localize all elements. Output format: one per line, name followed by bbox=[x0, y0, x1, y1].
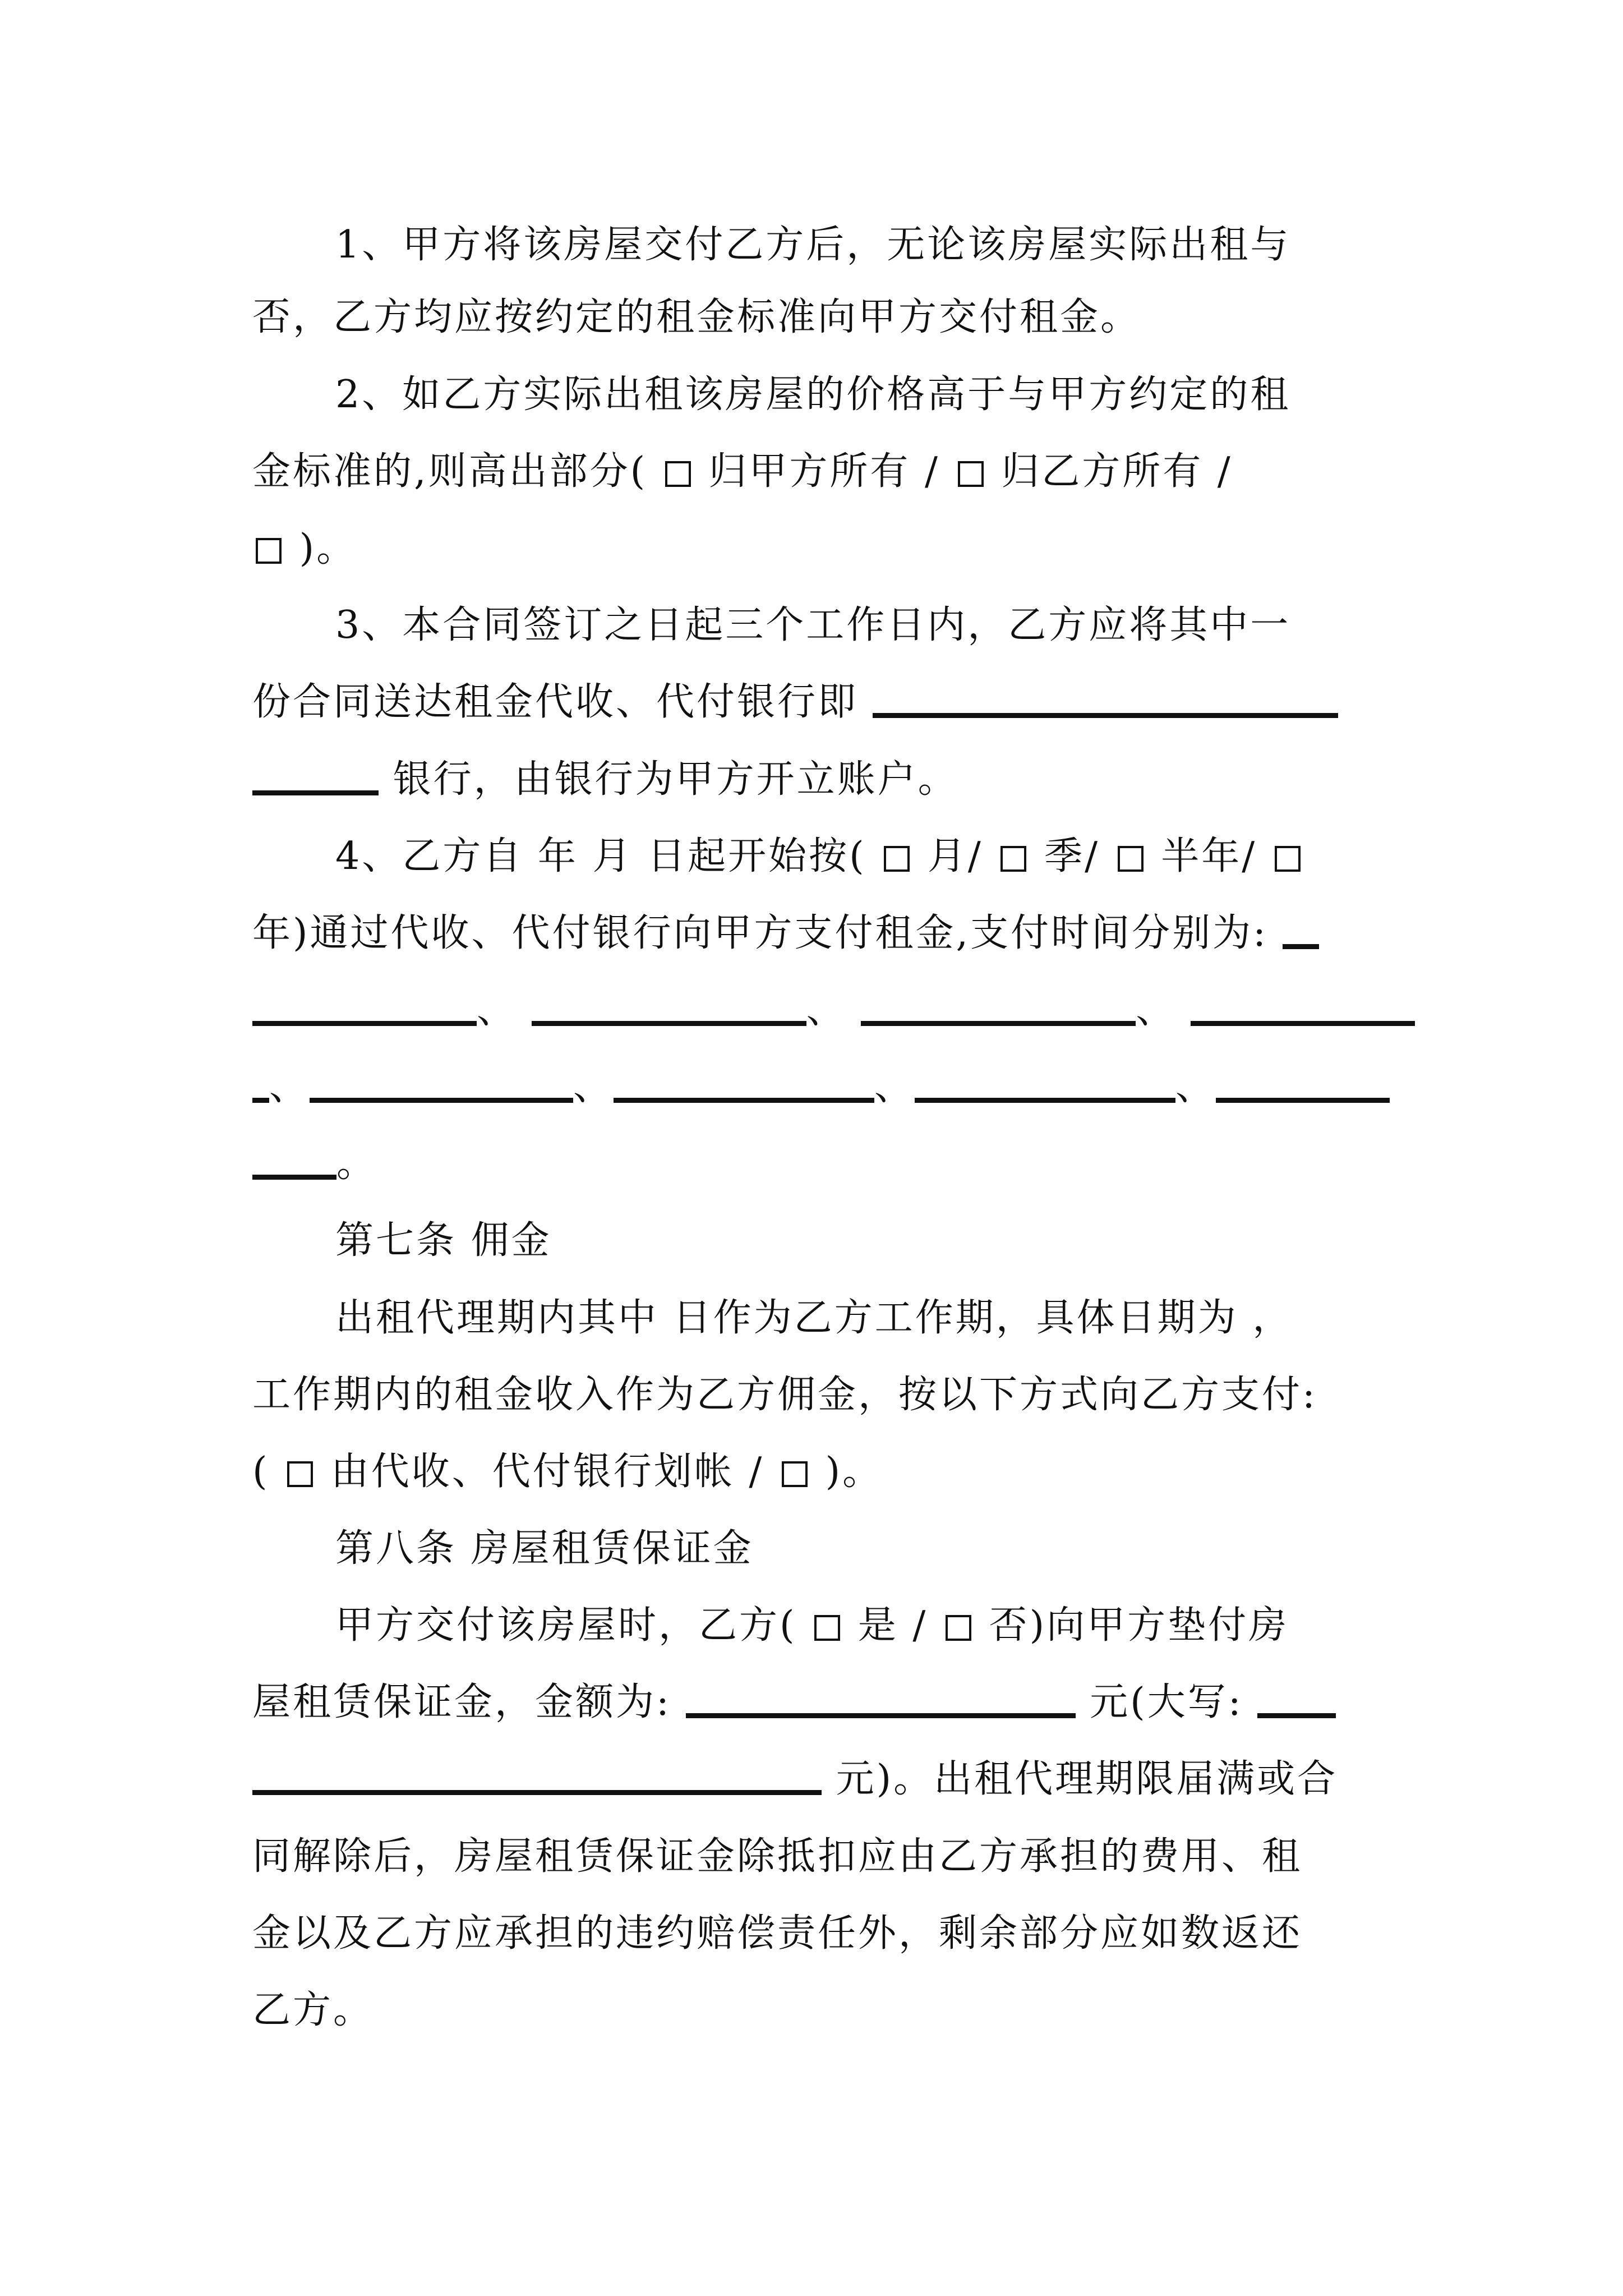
separator: 、 bbox=[1136, 988, 1177, 1032]
clause-3-line-3 bbox=[252, 740, 958, 819]
payment-date-blank-4-cont[interactable] bbox=[252, 1098, 269, 1103]
clause-4-line-1 bbox=[335, 817, 1304, 896]
separator: 、 bbox=[477, 988, 518, 1032]
clause-3-end: 银行，由银行为甲方开立账户。 bbox=[393, 757, 958, 802]
option-deposit-yes: 是 / bbox=[857, 1603, 928, 1648]
checkbox-half-yearly[interactable] bbox=[1118, 846, 1144, 872]
separator: 、 bbox=[573, 1065, 614, 1109]
clause-4-line-2 bbox=[252, 894, 1319, 973]
article-8-line-5: 金以及乙方应承担的违约赔偿责任外，剩余部分应如数返还 bbox=[252, 1911, 1303, 1955]
clause-2-line-2 bbox=[252, 432, 1233, 511]
checkbox-quarterly[interactable] bbox=[1000, 846, 1026, 872]
article-7-line-2: 工作期内的租金收入作为乙方佣金，按以下方式向乙方支付: bbox=[252, 1373, 1317, 1417]
checkbox-bank-transfer[interactable] bbox=[287, 1461, 313, 1487]
option-half-yearly: 半年/ bbox=[1161, 834, 1257, 878]
checkbox-commission-other[interactable] bbox=[782, 1461, 808, 1487]
option-monthly: 月/ bbox=[927, 834, 983, 878]
clause-4-end: 。 bbox=[336, 1142, 377, 1186]
article-8-line-4: 同解除后，房屋租赁保证金除抵扣应由乙方承担的费用、租 bbox=[252, 1834, 1303, 1879]
payment-date-blank-5[interactable] bbox=[310, 1098, 573, 1103]
clause-4-line-4 bbox=[252, 1048, 1390, 1126]
payment-date-blank-3[interactable] bbox=[861, 1021, 1136, 1026]
article-7-line-1: 出租代理期内其中 日作为乙方工作期，具体日期为 ， bbox=[335, 1296, 1293, 1340]
checkbox-deposit-no[interactable] bbox=[946, 1615, 971, 1641]
checkbox-monthly[interactable] bbox=[884, 846, 910, 872]
article-8-heading: 第八条 房屋租赁保证金 bbox=[335, 1526, 754, 1571]
article-8-line-6: 乙方。 bbox=[252, 1988, 374, 2032]
payment-date-blank-2[interactable] bbox=[532, 1021, 806, 1026]
option-bank-transfer: 由代收、代付银行划帐 / bbox=[330, 1450, 764, 1494]
clause-4-text: 4、乙方自 年 月 日起开始按( bbox=[335, 834, 866, 878]
bank-name-blank[interactable] bbox=[873, 713, 1338, 718]
payment-date-blank-8-cont[interactable] bbox=[252, 1175, 336, 1180]
payment-date-blank-1-cont[interactable] bbox=[252, 1021, 477, 1026]
clause-1-line-2: 否，乙方均应按约定的租金标准向甲方交付租金。 bbox=[252, 295, 1141, 339]
payment-date-blank-8[interactable] bbox=[1216, 1098, 1390, 1103]
clause-1-line-1: 1、甲方将该房屋交付乙方后，无论该房屋实际出租与 bbox=[335, 223, 1291, 267]
clause-4-line-5 bbox=[252, 1125, 377, 1203]
option-agent-owns: 归乙方所有 / bbox=[1001, 449, 1233, 494]
payment-date-blank-4[interactable] bbox=[1191, 1021, 1415, 1026]
deposit-uppercase-blank-cont[interactable] bbox=[252, 1790, 822, 1795]
clause-3-text: 份合同送达租金代收、代付银行即 bbox=[252, 680, 859, 724]
article-7-end: )。 bbox=[825, 1450, 883, 1494]
clause-3-line-1: 3、本合同签订之日起三个工作日内，乙方应将其中一 bbox=[335, 603, 1291, 647]
deposit-uppercase-label: 元(大写: bbox=[1090, 1680, 1243, 1724]
clause-2-line-3 bbox=[252, 509, 357, 588]
separator: 、 bbox=[1175, 1065, 1216, 1109]
clause-2-line-1: 2、如乙方实际出租该房屋的价格高于与甲方约定的租 bbox=[335, 372, 1291, 417]
deposit-uppercase-blank[interactable] bbox=[1257, 1713, 1336, 1718]
article-8-continue: 元)。出租代理期限届满或合 bbox=[836, 1757, 1338, 1801]
option-deposit-no: 否)向甲方垫付房 bbox=[989, 1603, 1289, 1648]
clause-2-end: )。 bbox=[299, 526, 357, 570]
checkbox-yearly[interactable] bbox=[1275, 846, 1301, 872]
deposit-amount-label: 屋租赁保证金，金额为: bbox=[252, 1680, 671, 1724]
separator: 、 bbox=[269, 1065, 310, 1109]
payment-date-blank-7[interactable] bbox=[915, 1098, 1175, 1103]
option-landlord-owns: 归甲方所有 / bbox=[708, 449, 940, 494]
clause-4-payment-text: 年)通过代收、代付银行向甲方支付租金,支付时间分别为: bbox=[252, 911, 1269, 955]
payment-date-blank-6[interactable] bbox=[614, 1098, 874, 1103]
article-7-line-3 bbox=[252, 1433, 883, 1511]
checkbox-agent-owns[interactable] bbox=[958, 461, 984, 487]
deposit-amount-blank[interactable] bbox=[686, 1713, 1076, 1718]
clause-2-text: 金标准的,则高出部分( bbox=[252, 449, 648, 494]
checkbox-deposit-yes[interactable] bbox=[814, 1615, 840, 1641]
article-8-text: 甲方交付该房屋时，乙方( bbox=[335, 1603, 797, 1648]
option-quarterly: 季/ bbox=[1044, 834, 1100, 878]
checkbox-other[interactable] bbox=[256, 538, 282, 564]
clause-3-line-2 bbox=[252, 663, 1338, 742]
separator: 、 bbox=[806, 988, 847, 1032]
separator: 、 bbox=[874, 1065, 915, 1109]
payment-date-blank-1[interactable] bbox=[1283, 944, 1319, 949]
article-8-line-3 bbox=[252, 1740, 1338, 1819]
bank-name-blank-continued[interactable] bbox=[252, 790, 379, 795]
clause-4-line-3 bbox=[252, 971, 1415, 1050]
article-7-heading: 第七条 佣金 bbox=[335, 1218, 552, 1263]
article-8-line-2 bbox=[252, 1663, 1336, 1742]
article-8-line-1 bbox=[335, 1586, 1289, 1665]
checkbox-landlord-owns[interactable] bbox=[665, 461, 691, 487]
article-7-open: ( bbox=[252, 1450, 270, 1494]
